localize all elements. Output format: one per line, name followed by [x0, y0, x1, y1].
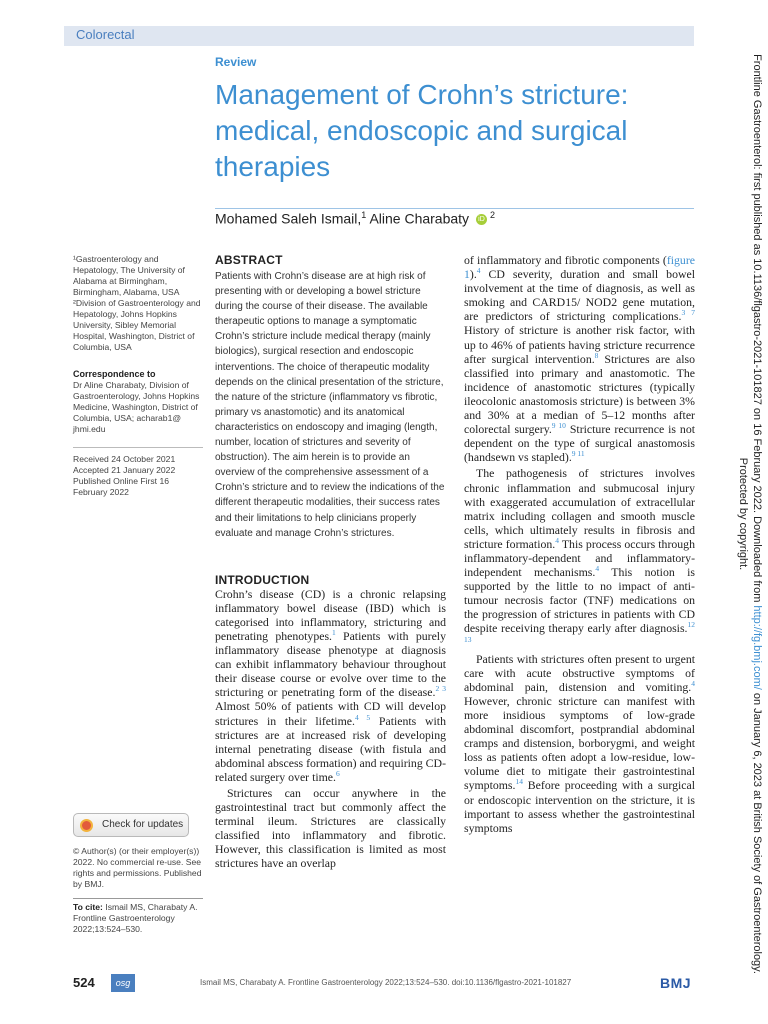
paragraph: The pathogenesis of strictures involves chronic inflammation and submucosal injury with exaggerated accumulation of extracellular matrix including collagen and smooth muscle cells, which ultimately results in fibrosis and stricture formation.$^4$ This process occurs through inflammatory-dependent and inflammatory-independent mechanisms.$^4$ This notion is supported by the little to no impact of anti-tumour necrosis factor (TNF) medications on the progression of strictures in patients with CD despite receiving therapy early after diagnosis.$^{12 13}$: [464, 466, 695, 644]
reference-link[interactable]: 4: [476, 266, 481, 276]
to-cite-text: Ismail MS, Charabaty A. Frontline Gastroenterology 2022;13:524–530.: [73, 902, 198, 934]
paragraph: Patients with strictures often present to urgent care with acute obstructive symptoms of abdominal pain, distension and vomiting.$^4$ However, chronic stricture can manifest with more insidious symptoms of low-grade abdominal discomfort, postprandial abdominal cramps and distension, borborygmi, and weight loss as patients often adopt a low-residue, low-volume diet to mitigate their gastrointestinal symptoms.$^{14}$ Before proceeding with a surgical or endoscopic intervention on the stricture, it is important to assess whether the gastrointestinal symptoms: [464, 651, 695, 835]
license-text: © Author(s) (or their employer(s)) 2022. No commercial re-use. See rights and permissions. Published by BMJ.: [73, 846, 202, 889]
introduction-heading: INTRODUCTION: [215, 572, 310, 587]
to-cite-box: [73, 898, 203, 935]
footer-citation: Ismail MS, Charabaty A. Frontline Gastroenterology 2022;13:524–530. doi:10.1136/flgastro-2021-101827: [200, 978, 572, 987]
introduction-body: [215, 587, 446, 871]
reference-link[interactable]: 1: [332, 628, 336, 638]
reference-link[interactable]: 4: [555, 535, 559, 545]
correspondence-text: Dr Aline Charabaty, Division of Gastroenterology, Johns Hopkins Medicine, Washington, District of Columbia, USA; acharab1@ jhmi.edu: [73, 380, 200, 434]
reference-link[interactable]: 14: [515, 777, 523, 787]
paragraph: Crohn’s disease (CD) is a chronic relapsing inflammatory bowel disease (IBD) which is categorised into inflammatory, stricturing and penetrating phenotypes.$^1$ Patients with purely inflammatory disease phenotype at diagnosis can exhibit inflammatory behaviour throughout their disease course or evolve over time to the stricturing or penetrating form of the disease.$^{2 3}$ Almost 50% of patients with CD will develop strictures in their lifetime.$^{4 5}$ Patients with strictures are at increased risk of developing internal penetrating disease (with fistula and abdominal abscess formation) and requiring CD-related surgery over time.$^6$: [215, 586, 447, 784]
reference-link[interactable]: 4: [691, 678, 695, 688]
article-dates: [73, 447, 203, 498]
reference-link[interactable]: 8: [594, 350, 599, 360]
check-for-updates-button[interactable]: [73, 813, 189, 837]
middle-column: [215, 253, 446, 871]
abstract-heading: ABSTRACT: [215, 253, 283, 267]
reference-link[interactable]: 9 10: [551, 421, 566, 431]
page-number: 524: [73, 975, 95, 990]
affiliations: ¹Gastroenterology and Hepatology, The University of Alabama at Birmingham, Birmingham, Alabama, USA ²Division of Gastroenterology and Hepatology, Johns Hopkins University, Sibley Memorial Hospital, Washington, District of Columbia, USA: [73, 254, 201, 352]
reference-link[interactable]: 6: [335, 768, 340, 778]
osg-logo: osg: [111, 974, 135, 992]
affiliation-mark: 2: [489, 210, 495, 220]
received-date: Received 24 October 2021: [73, 454, 176, 464]
article-type: Review: [215, 55, 257, 69]
reference-link[interactable]: 2 3: [435, 684, 447, 694]
reference-link[interactable]: 4 5: [354, 712, 371, 722]
reference-link[interactable]: 4: [595, 564, 600, 574]
crossmark-icon: [80, 819, 93, 832]
author-list: [215, 210, 495, 227]
orcid-icon[interactable]: iD: [476, 214, 487, 225]
accepted-date: Accepted 21 January 2022: [73, 465, 176, 475]
affiliation-mark: 1: [361, 210, 367, 220]
to-cite-label: To cite:: [73, 902, 103, 912]
section-band: [64, 26, 694, 46]
abstract-text: Patients with Crohn’s disease are at high risk of presenting with or developing a bowel stricture during the course of their disease. The available therapeutic options to manage a symptomatic Crohn’s stricture include medical therapy (mainly biologics), surgical resection and endoscopic interventions. The choice of therapeutic modality depends on the clinical presentation of the stricture, the nature of the stricture (inflammatory vs fibrotic, primary vs anastomotic) and its anatomical characteristics on endoscopy and imaging (length, number, location of strictures and severity of obstruction). The aim herein is to provide an overview of the comprehensive assessment of a Crohn’s stricture and to review the indications of the different therapeutic modalities, their success rates and their limitations to help clinicians properly evaluate and manage Crohn’s strictures.: [215, 271, 445, 539]
figure-link[interactable]: figure 1: [464, 253, 695, 282]
bmj-logo: BMJ: [660, 975, 692, 991]
download-notice-text: Frontline Gastroenterol: first published as 10.1136/flgastro-2021-101827 on 16 February 2022. Downloaded from http://fg.bmj.com/ on January 6, 2023 at British Society of Gastroenterology. Protected by copyright.: [737, 54, 763, 974]
journal-link[interactable]: http://fg.bmj.com/: [751, 605, 763, 690]
reference-link[interactable]: 3 7: [681, 308, 696, 318]
reference-link[interactable]: 9 11: [571, 449, 585, 459]
published-date: Published Online First 16 February 2022: [73, 476, 170, 497]
article-sidebar: [73, 254, 203, 498]
author-name: Aline Charabaty: [369, 210, 470, 227]
author-name: Mohamed Saleh Ismail,: [215, 210, 362, 227]
correspondence-heading: Correspondence to: [73, 369, 156, 379]
paragraph: of inflammatory and fibrotic components (figure 1).$^4$ CD severity, duration and small bowel involvement at the time of diagnosis, as well as smoking and CARD15/ NOD2 gene mutation, are predictors of stricturing complications.$^{3 7}$ History of stricture is another risk factor, with up to 46% of patients having stricture recurrence after surgical intervention.$^8$ Strictures are also classified into primary and anastomotic. The incidence of anastomotic strictures (typically ileocolonic anastomosis stricture) is between 3% and 30% at a median of 5–12 months after colorectal surgery.$^{9 10}$ Stricture recurrence is not dependent on the type of surgical anastomosis (handsewn vs stapled).$^{9 11}$: [464, 253, 696, 465]
section-label: Colorectal: [76, 27, 135, 42]
title-divider: [215, 208, 694, 209]
right-column-body: [464, 253, 695, 835]
reference-link[interactable]: 12 13: [464, 620, 695, 644]
article-title: Management of Crohn’s stricture: medical, endoscopic and surgical therapies: [215, 79, 629, 182]
paragraph: Strictures can occur anywhere in the gastrointestinal tract but commonly affect the terminal ileum. Strictures are classically classified into inflammatory and fibrotic. However, this classification is limited as most strictures have an overlap: [215, 786, 446, 871]
right-column: [464, 253, 695, 835]
download-notice: [730, 24, 766, 1004]
check-for-updates-label: Check for updates: [102, 819, 184, 830]
